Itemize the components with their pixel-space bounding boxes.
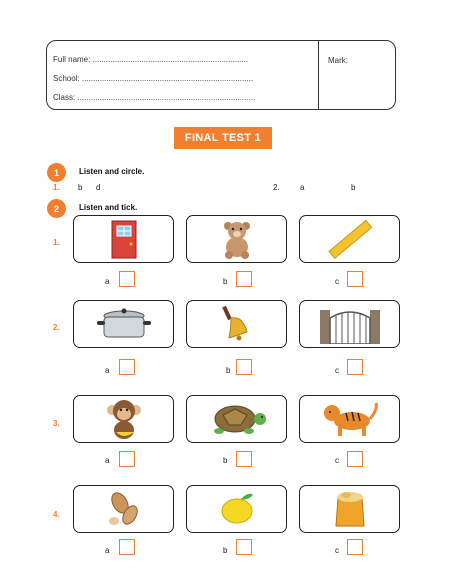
turtle-icon (205, 399, 269, 439)
lemon-icon (217, 489, 257, 529)
s2-row2-number: 2. (53, 323, 60, 332)
pot-icon (96, 304, 152, 344)
page-title: FINAL TEST 1 (174, 127, 272, 149)
option-letter: c (335, 366, 339, 375)
option-letter: b (223, 277, 228, 286)
s1-q2-number: 2. (273, 183, 280, 192)
picture-card (73, 395, 174, 443)
tick-box-3c[interactable] (347, 451, 363, 467)
picture-card (186, 485, 287, 533)
tick-box-2b[interactable] (236, 359, 252, 375)
tick-box-1c[interactable] (347, 271, 363, 287)
tick-box-4c[interactable] (347, 539, 363, 555)
s1-q2-choice-a[interactable]: a (300, 183, 305, 192)
tick-box-1b[interactable] (236, 271, 252, 287)
class-field[interactable]: Class: ................................................................................ (53, 93, 256, 102)
bell-icon (217, 304, 257, 344)
picture-card (299, 395, 400, 443)
s1-q1-choice-a[interactable]: b (78, 183, 83, 192)
s2-row3-number: 3. (53, 419, 60, 428)
teddy-bear-icon (217, 219, 257, 259)
section-1-instruction: Listen and circle. (79, 167, 145, 176)
tick-box-4a[interactable] (119, 539, 135, 555)
picture-card (299, 215, 400, 263)
school-field[interactable]: School: ............................................................................. (53, 74, 254, 83)
tick-box-3b[interactable] (236, 451, 252, 467)
chips-bag-icon (330, 488, 370, 530)
section-1-number: 1 (47, 163, 66, 182)
option-letter: a (105, 456, 110, 465)
option-letter: c (335, 456, 339, 465)
s2-row1-number: 1. (53, 238, 60, 247)
picture-card (186, 395, 287, 443)
s1-q1-choice-b[interactable]: d (96, 183, 101, 192)
door-icon (109, 219, 139, 259)
section-2-instruction: Listen and tick. (79, 203, 138, 212)
s2-row4-number: 4. (53, 510, 60, 519)
option-letter: c (335, 277, 339, 286)
tick-box-2c[interactable] (347, 359, 363, 375)
tiger-icon (318, 399, 382, 439)
option-letter: a (105, 366, 110, 375)
option-letter: b (223, 546, 228, 555)
tick-box-1a[interactable] (119, 271, 135, 287)
option-letter: a (105, 277, 110, 286)
picture-card (73, 215, 174, 263)
tick-box-4b[interactable] (236, 539, 252, 555)
option-letter: a (105, 546, 110, 555)
picture-card (186, 300, 287, 348)
option-letter: b (226, 366, 231, 375)
picture-card (186, 215, 287, 263)
picture-card (73, 300, 174, 348)
info-divider (318, 41, 319, 109)
picture-card (73, 485, 174, 533)
gate-icon (318, 304, 382, 344)
option-letter: b (223, 456, 228, 465)
picture-card (299, 485, 400, 533)
tick-box-2a[interactable] (119, 359, 135, 375)
s1-q2-choice-b[interactable]: b (351, 183, 356, 192)
mark-label: Mark: (328, 56, 348, 65)
option-letter: c (335, 546, 339, 555)
s1-q1-number: 1. (53, 183, 60, 192)
ruler-icon (328, 219, 372, 259)
peanuts-icon (102, 489, 146, 529)
monkey-icon (102, 398, 146, 440)
picture-card (299, 300, 400, 348)
section-2-number: 2 (47, 199, 66, 218)
tick-box-3a[interactable] (119, 451, 135, 467)
student-info-box (46, 40, 396, 110)
full-name-field[interactable]: Full name: ...................................................................... (53, 55, 249, 64)
